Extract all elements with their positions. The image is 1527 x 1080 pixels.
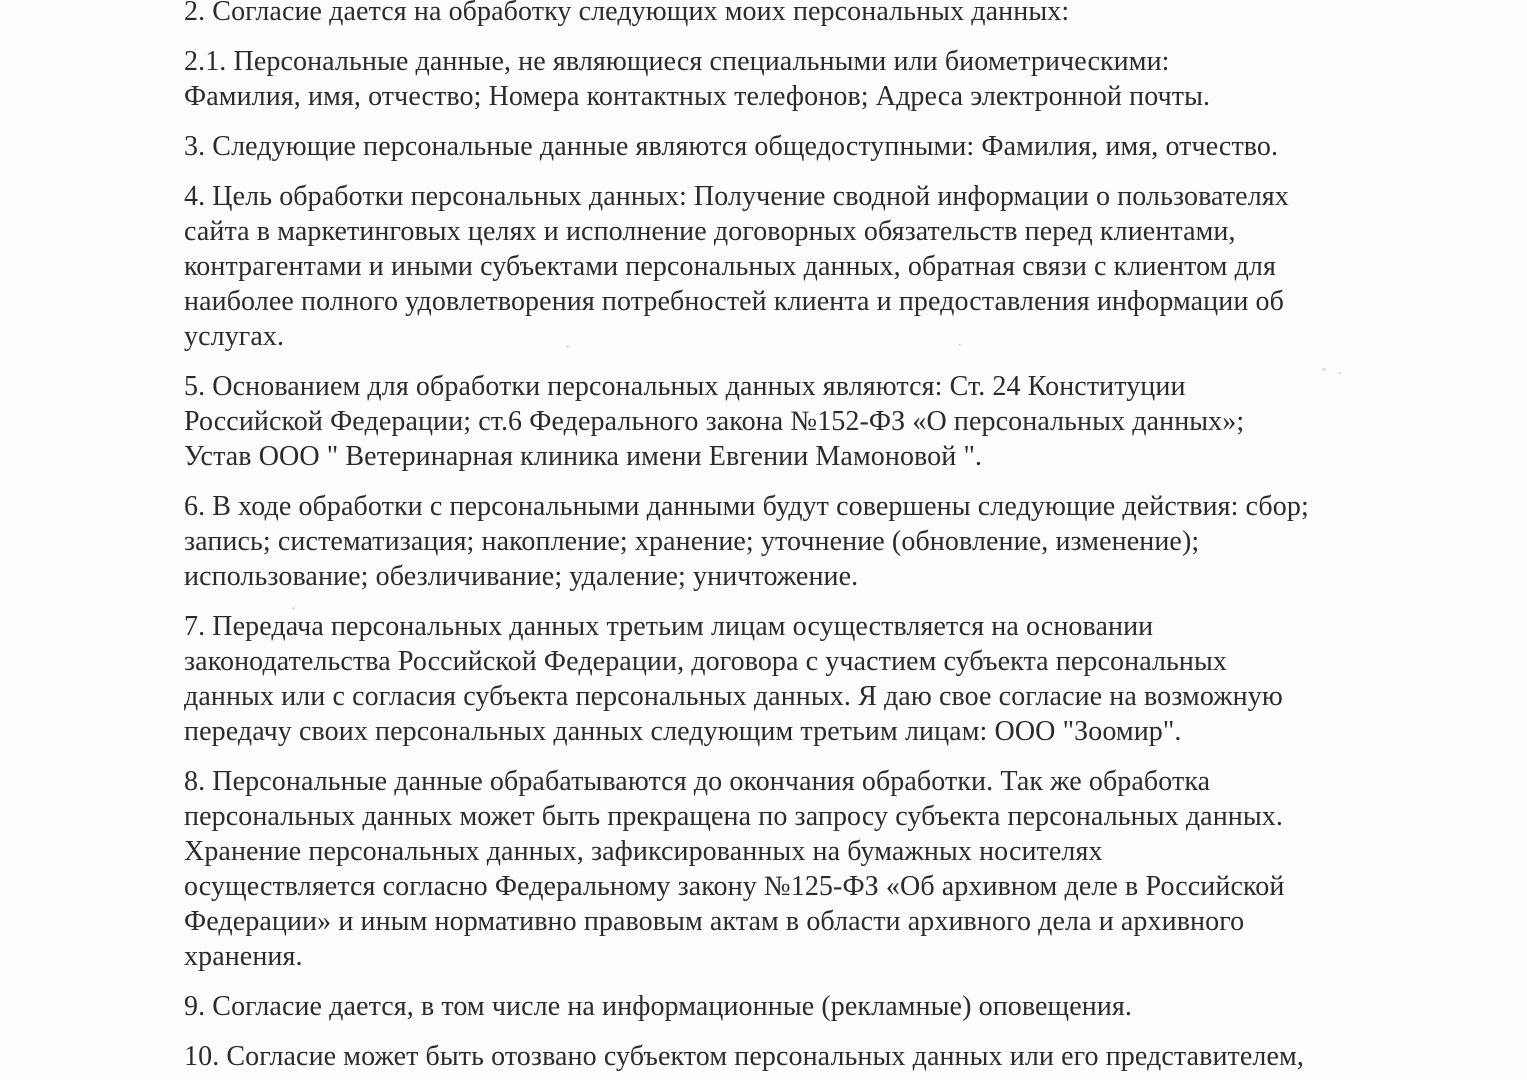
scan-speck: [566, 345, 569, 348]
paragraph-line: 4. Цель обработки персональных данных: Получение сводной информации о пользователях: [184, 181, 1289, 212]
paragraph-line: услугах.: [184, 321, 285, 352]
paragraph-line: 8. Персональные данные обрабатываются до окончания обработки. Так же обработка: [184, 766, 1211, 797]
paragraph-line: Федерации» и иным нормативно правовым актам в области архивного дела и архивного: [184, 906, 1245, 937]
paragraph-line: 2. Согласие дается на обработку следующих моих персональных данных:: [184, 0, 1070, 27]
paragraph-line: 6. В ходе обработки с персональными данными будут совершены следующие действия: сбор;: [184, 491, 1309, 522]
paragraph-line: осуществляется согласно Федеральному закону №125-ФЗ «Об архивном деле в Российской: [184, 871, 1285, 902]
paragraph-line: Хранение персональных данных, зафиксированных на бумажных носителях: [184, 836, 1103, 867]
paragraph-9: [184, 989, 1414, 1024]
paragraph-line: 7. Передача персональных данных третьим лицам осуществляется на основании: [184, 611, 1154, 642]
paragraph-line: персональных данных может быть прекращена по запросу субъекта персональных данных.: [184, 801, 1283, 832]
paragraph-line: 9. Согласие дается, в том числе на информационные (рекламные) оповещения.: [184, 991, 1132, 1022]
paragraph-line: 5. Основанием для обработки персональных данных являются: Ст. 24 Конституции: [184, 371, 1186, 402]
paragraph-2-1: [184, 44, 1414, 114]
paragraph-line: использование; обезличивание; удаление; уничтожение.: [184, 561, 859, 592]
paragraph-3: [184, 129, 1414, 164]
paragraph-4: [184, 179, 1414, 354]
paragraph-line: законодательства Российской Федерации, договора с участием субъекта персональных: [184, 646, 1228, 677]
paragraph-8: [184, 764, 1414, 974]
paragraph-5: [184, 369, 1414, 474]
paragraph-10: [184, 1039, 1414, 1074]
scan-speck: [1338, 372, 1341, 374]
paragraph-line: 2.1. Персональные данные, не являющиеся специальными или биометрическими:: [184, 46, 1170, 77]
paragraph-line: передачу своих персональных данных следующим третьим лицам: ООО "Зоомир".: [184, 716, 1182, 747]
paragraph-line: 3. Следующие персональные данные являются общедоступными: Фамилия, имя, отчество.: [184, 131, 1279, 162]
paragraph-7: [184, 609, 1414, 749]
paragraph-line: Российской Федерации; ст.6 Федерального закона №152-ФЗ «О персональных данных»;: [184, 406, 1245, 437]
paragraph-line: запись; систематизация; накопление; хранение; уточнение (обновление, изменение);: [184, 526, 1200, 557]
paragraph-line: наиболее полного удовлетворения потребностей клиента и предоставления информации об: [184, 286, 1284, 317]
scan-speck: [1322, 368, 1326, 371]
paragraph-line: Фамилия, имя, отчество; Номера контактных телефонов; Адреса электронной почты.: [184, 81, 1211, 112]
paragraph-line: сайта в маркетинговых целях и исполнение договорных обязательств перед клиентами,: [184, 216, 1236, 247]
paragraph-line: контрагентами и иными субъектами персональных данных, обратная связи с клиентом для: [184, 251, 1276, 282]
paragraph-line: данных или с согласия субъекта персональных данных. Я даю свое согласие на возможную: [184, 681, 1283, 712]
scan-speck: [292, 607, 295, 610]
paragraph-line: Устав ООО " Ветеринарная клиника имени Евгении Мамоновой ".: [184, 441, 983, 472]
paragraph-6: [184, 489, 1414, 594]
document-body: [184, 0, 1414, 1080]
paragraph-line: 10. Согласие может быть отозвано субъектом персональных данных или его представителем,: [184, 1041, 1304, 1072]
scan-speck: [958, 344, 961, 346]
paragraph-line: хранения.: [184, 941, 303, 972]
paragraph-2: [184, 0, 1414, 29]
